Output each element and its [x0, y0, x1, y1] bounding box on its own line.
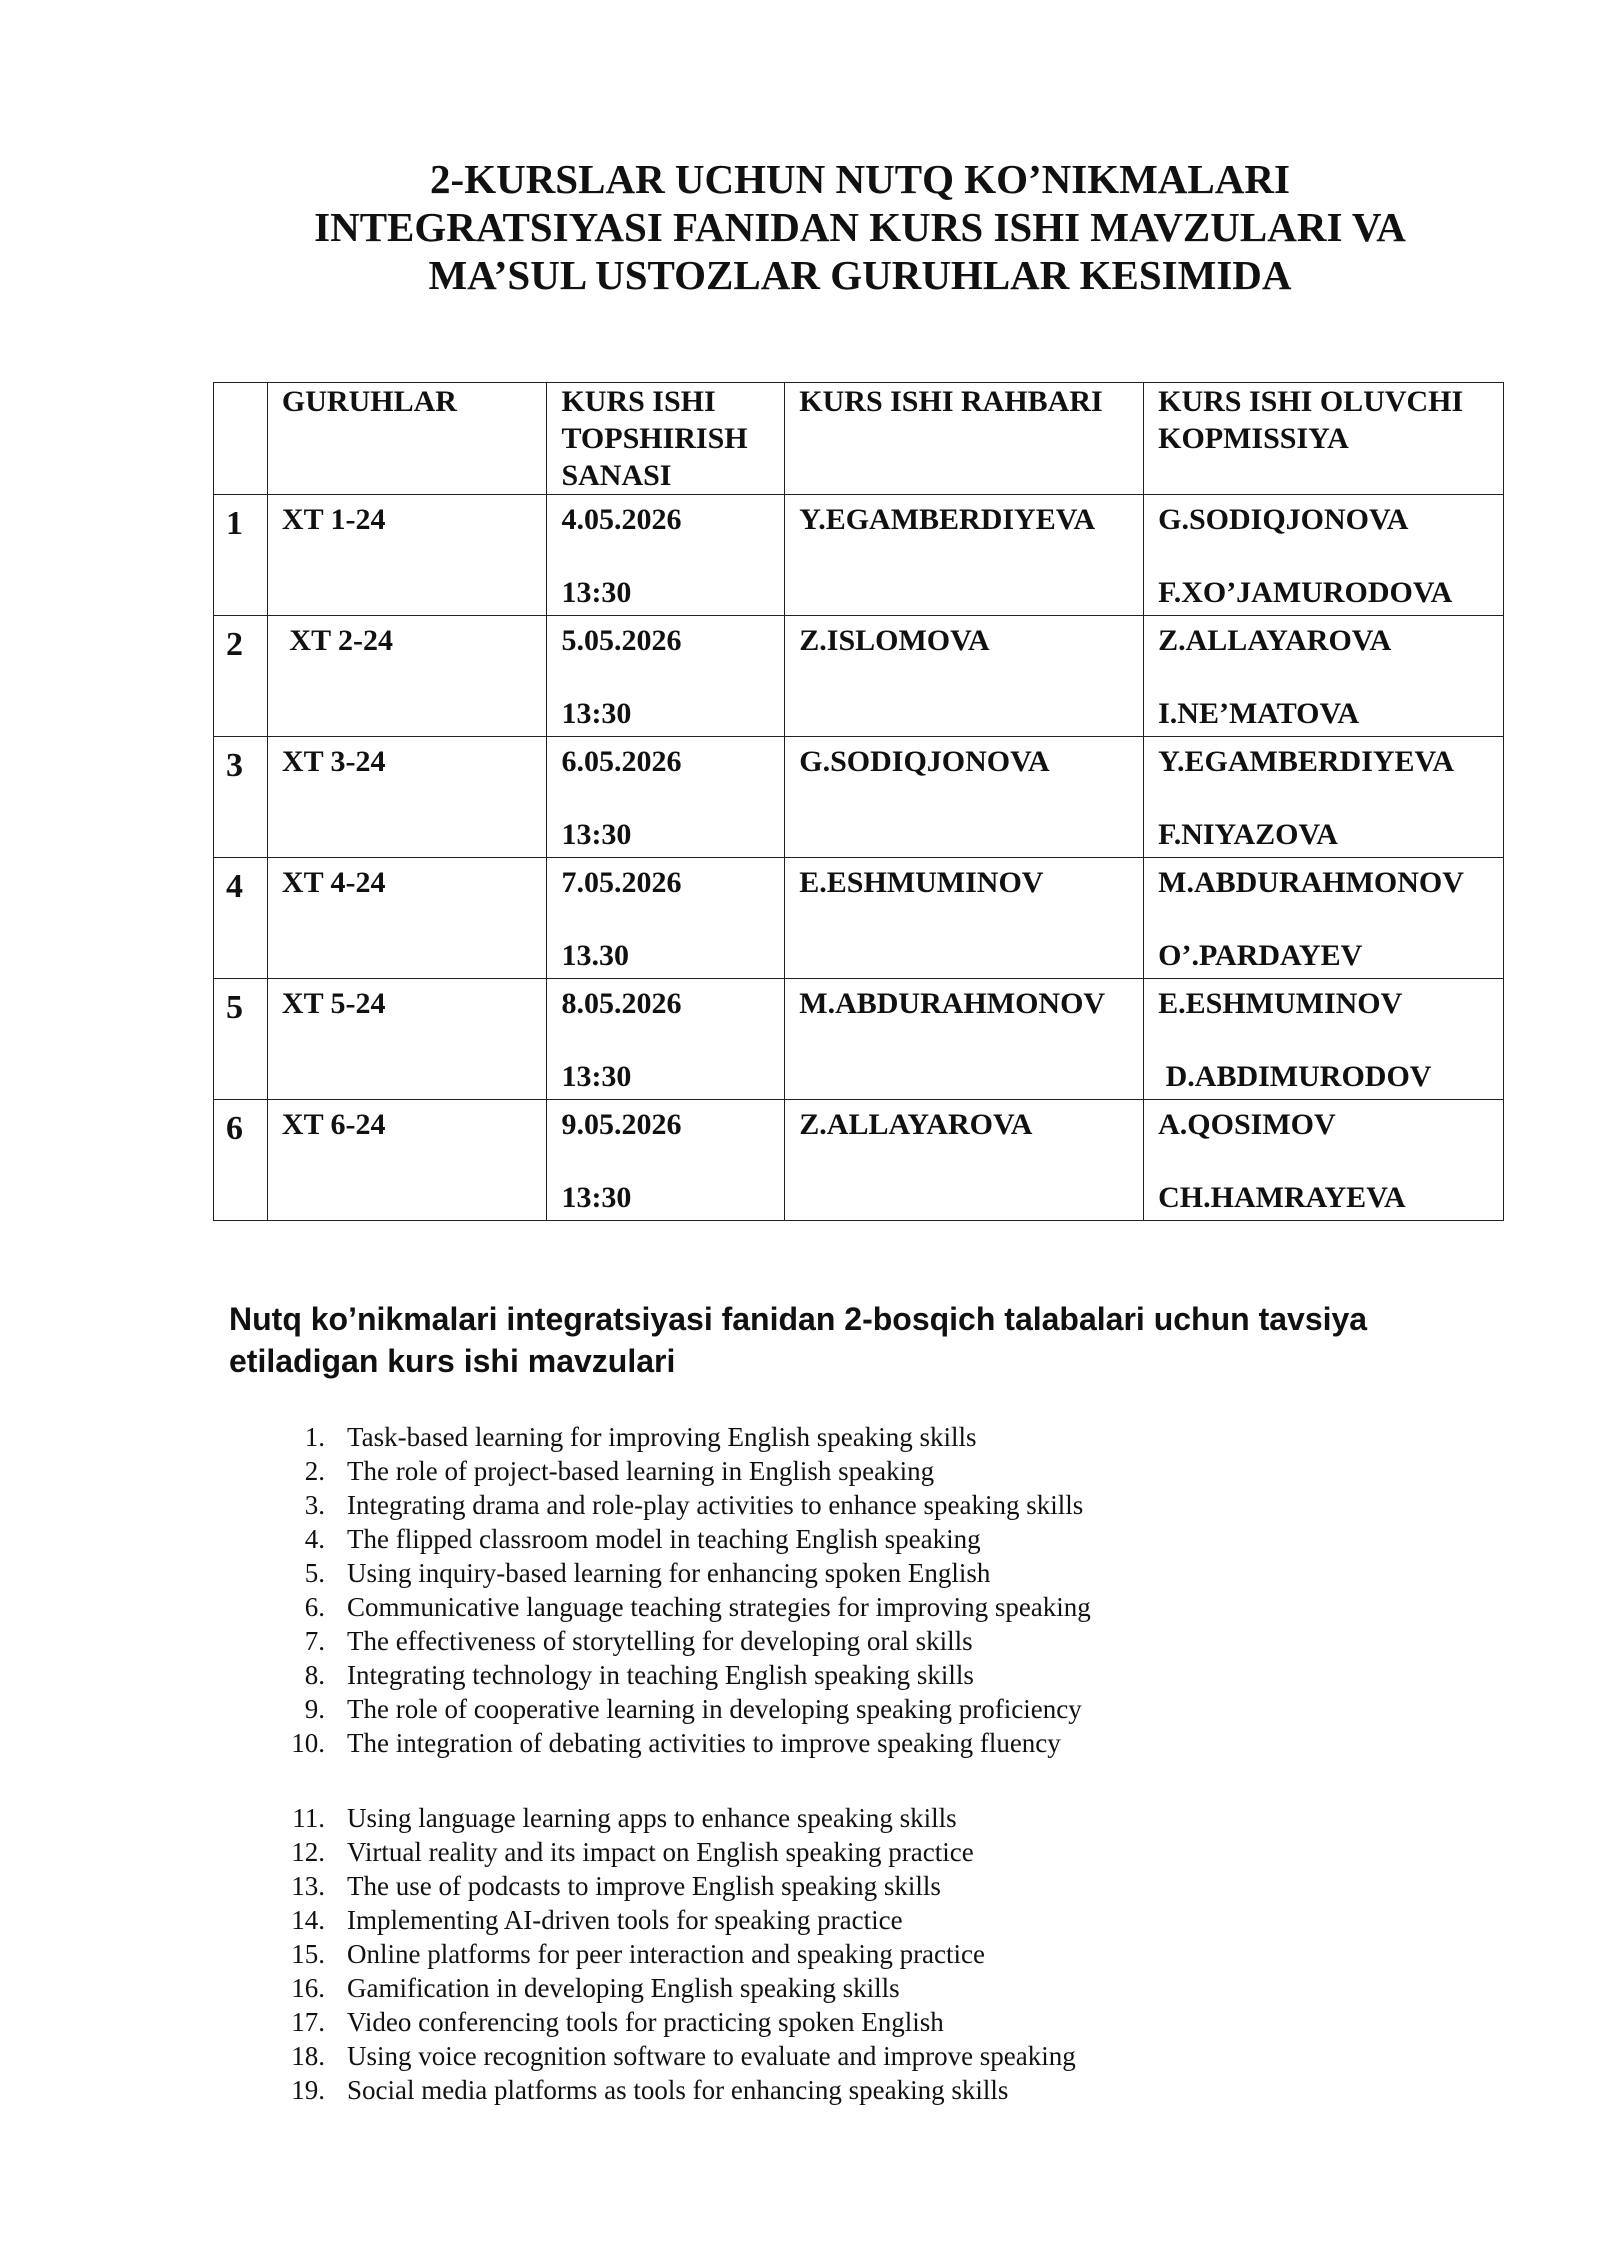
supervisor-cell: E.ESHMUMINOV: [785, 858, 1144, 979]
list-item: [270, 1420, 1091, 1454]
list-item: [270, 2005, 1076, 2039]
list-item-number: 15.: [291, 1939, 325, 1969]
group-cell: XT 4-24: [267, 858, 547, 979]
supervisor-cell: Z.ALLAYAROVA: [785, 1100, 1144, 1221]
list-item-text: Social media platforms as tools for enhancing speaking skills: [347, 2075, 1009, 2105]
topics-list-1: [270, 1420, 1091, 1760]
title-line-3: MA’SUL USTOZLAR GURUHLAR KESIMIDA: [428, 252, 1292, 298]
list-item-number: 8.: [304, 1660, 325, 1690]
table-header-row: [214, 383, 1504, 495]
date-cell: [547, 858, 785, 979]
row-number: 6: [214, 1100, 268, 1221]
group-cell: XT 6-24: [267, 1100, 547, 1221]
commission-cell: [1144, 979, 1504, 1100]
commission-member: I.NE’MATOVA: [1158, 697, 1359, 730]
list-item: [270, 1971, 1076, 2005]
header-date-line: SANASI: [561, 459, 672, 492]
header-commission: [1144, 383, 1504, 495]
supervisor-cell: M.ABDURAHMONOV: [785, 979, 1144, 1100]
list-item: [270, 1556, 1091, 1590]
commission-member: CH.HAMRAYEVA: [1158, 1181, 1406, 1214]
submission-time: 13:30: [561, 1060, 632, 1093]
list-item: [270, 1801, 1076, 1835]
list-item-number: 13.: [291, 1871, 325, 1901]
schedule-body: [214, 495, 1504, 1221]
list-item-text: Implementing AI-driven tools for speaking practice: [347, 1905, 903, 1935]
list-item-text: Online platforms for peer interaction and speaking practice: [347, 1939, 985, 1969]
topics-heading-line-1: Nutq ko’nikmalari integratsiyasi fanidan 2-bosqich talabalari uchun tavsiya: [229, 1301, 1368, 1337]
commission-cell: [1144, 858, 1504, 979]
table-row: [214, 737, 1504, 858]
list-item-number: 2.: [304, 1456, 325, 1486]
header-date: [547, 383, 785, 495]
submission-date: 4.05.2026: [561, 503, 682, 536]
header-number: [214, 383, 268, 495]
supervisor-cell: Z.ISLOMOVA: [785, 616, 1144, 737]
table-row: [214, 1100, 1504, 1221]
list-item-number: 6.: [304, 1592, 325, 1622]
topics-heading-line-2: etiladigan kurs ishi mavzulari: [229, 1343, 676, 1379]
list-item-number: 7.: [304, 1626, 325, 1656]
submission-date: 9.05.2026: [561, 1108, 682, 1141]
list-item-number: 14.: [291, 1905, 325, 1935]
row-number: 2: [214, 616, 268, 737]
group-cell: XT 5-24: [267, 979, 547, 1100]
table-row: [214, 616, 1504, 737]
list-item-text: Using language learning apps to enhance speaking skills: [347, 1803, 957, 1833]
list-item-number: 9.: [304, 1694, 325, 1724]
header-commission-line: KURS ISHI OLUVCHI: [1158, 385, 1464, 418]
list-item: [270, 1590, 1091, 1624]
row-number: 3: [214, 737, 268, 858]
document-title: [180, 155, 1540, 299]
list-item-number: 1.: [304, 1422, 325, 1452]
topics-heading: [229, 1298, 1489, 1382]
list-item-text: The use of podcasts to improve English speaking skills: [347, 1871, 941, 1901]
list-item-text: Using inquiry-based learning for enhancing spoken English: [347, 1558, 991, 1588]
list-item-text: Integrating drama and role-play activities to enhance speaking skills: [347, 1490, 1084, 1520]
list-item-number: 18.: [291, 2041, 325, 2071]
list-item-text: Integrating technology in teaching English speaking skills: [347, 1660, 974, 1690]
commission-member: O’.PARDAYEV: [1158, 939, 1363, 972]
list-item-text: The role of cooperative learning in developing speaking proficiency: [347, 1694, 1082, 1724]
commission-member: M.ABDURAHMONOV: [1158, 866, 1464, 899]
list-item-text: Communicative language teaching strategies for improving speaking: [347, 1592, 1091, 1622]
list-item: [270, 1522, 1091, 1556]
header-groups: GURUHLAR: [267, 383, 547, 495]
list-item-text: The effectiveness of storytelling for developing oral skills: [347, 1626, 973, 1656]
group-cell: XT 1-24: [267, 495, 547, 616]
title-line-1: 2-KURSLAR UCHUN NUTQ KO’NIKMALARI: [430, 156, 1290, 202]
list-item: [270, 1937, 1076, 1971]
list-item-number: 16.: [291, 1973, 325, 2003]
submission-time: 13:30: [561, 1181, 632, 1214]
list-item: [270, 1488, 1091, 1522]
date-cell: [547, 1100, 785, 1221]
submission-date: 7.05.2026: [561, 866, 682, 899]
list-item-number: 19.: [291, 2075, 325, 2105]
commission-member: Y.EGAMBERDIYEVA: [1158, 745, 1455, 778]
title-line-2: INTEGRATSIYASI FANIDAN KURS ISHI MAVZULARI VA: [314, 204, 1406, 250]
list-item-text: Gamification in developing English speaking skills: [347, 1973, 900, 2003]
commission-member: F.XO’JAMURODOVA: [1158, 576, 1453, 609]
submission-time: 13.30: [561, 939, 629, 972]
list-item-text: Task-based learning for improving English speaking skills: [347, 1422, 977, 1452]
group-cell: XT 3-24: [267, 737, 547, 858]
commission-member: G.SODIQJONOVA: [1158, 503, 1409, 536]
submission-time: 13:30: [561, 697, 632, 730]
submission-time: 13:30: [561, 576, 632, 609]
commission-cell: [1144, 616, 1504, 737]
row-number: 5: [214, 979, 268, 1100]
commission-member: Z.ALLAYAROVA: [1158, 624, 1392, 657]
supervisor-cell: Y.EGAMBERDIYEVA: [785, 495, 1144, 616]
list-item-number: 17.: [291, 2007, 325, 2037]
header-date-line: KURS ISHI: [561, 385, 716, 418]
commission-member: A.QOSIMOV: [1158, 1108, 1336, 1141]
submission-date: 8.05.2026: [561, 987, 682, 1020]
list-item-number: 3.: [304, 1490, 325, 1520]
list-item-text: Video conferencing tools for practicing spoken English: [347, 2007, 944, 2037]
list-item-text: The integration of debating activities to improve speaking fluency: [347, 1728, 1061, 1758]
list-item: [270, 1454, 1091, 1488]
list-item-text: Virtual reality and its impact on English speaking practice: [347, 1837, 974, 1867]
commission-cell: [1144, 1100, 1504, 1221]
group-cell: XT 2-24: [267, 616, 547, 737]
list-item: [270, 1835, 1076, 1869]
list-item-text: The role of project-based learning in English speaking: [347, 1456, 935, 1486]
list-item: [270, 1658, 1091, 1692]
commission-member: D.ABDIMURODOV: [1158, 1060, 1432, 1093]
list-item: [270, 1726, 1091, 1760]
header-commission-line: KOPMISSIYA: [1158, 422, 1349, 455]
list-item-number: 11.: [292, 1803, 325, 1833]
list-item: [270, 2073, 1076, 2107]
commission-cell: [1144, 737, 1504, 858]
schedule-table: [213, 382, 1504, 1221]
list-item: [270, 1692, 1091, 1726]
commission-member: E.ESHMUMINOV: [1158, 987, 1403, 1020]
list-item: [270, 1624, 1091, 1658]
list-item: [270, 2039, 1076, 2073]
list-item-number: 12.: [291, 1837, 325, 1867]
header-supervisor: KURS ISHI RAHBARI: [785, 383, 1144, 495]
table-row: [214, 979, 1504, 1100]
submission-date: 6.05.2026: [561, 745, 682, 778]
list-item-number: 10.: [291, 1728, 325, 1758]
date-cell: [547, 495, 785, 616]
topics-list-2: [270, 1801, 1076, 2107]
submission-date: 5.05.2026: [561, 624, 682, 657]
table-row: [214, 858, 1504, 979]
list-item-number: 4.: [304, 1524, 325, 1554]
list-item-text: The flipped classroom model in teaching English speaking: [347, 1524, 981, 1554]
date-cell: [547, 979, 785, 1100]
submission-time: 13:30: [561, 818, 632, 851]
list-item: [270, 1869, 1076, 1903]
header-date-line: TOPSHIRISH: [561, 422, 748, 455]
row-number: 1: [214, 495, 268, 616]
list-item: [270, 1903, 1076, 1937]
date-cell: [547, 616, 785, 737]
supervisor-cell: G.SODIQJONOVA: [785, 737, 1144, 858]
list-item-number: 5.: [304, 1558, 325, 1588]
date-cell: [547, 737, 785, 858]
commission-cell: [1144, 495, 1504, 616]
list-item-text: Using voice recognition software to evaluate and improve speaking: [347, 2041, 1076, 2071]
row-number: 4: [214, 858, 268, 979]
commission-member: F.NIYAZOVA: [1158, 818, 1338, 851]
table-row: [214, 495, 1504, 616]
